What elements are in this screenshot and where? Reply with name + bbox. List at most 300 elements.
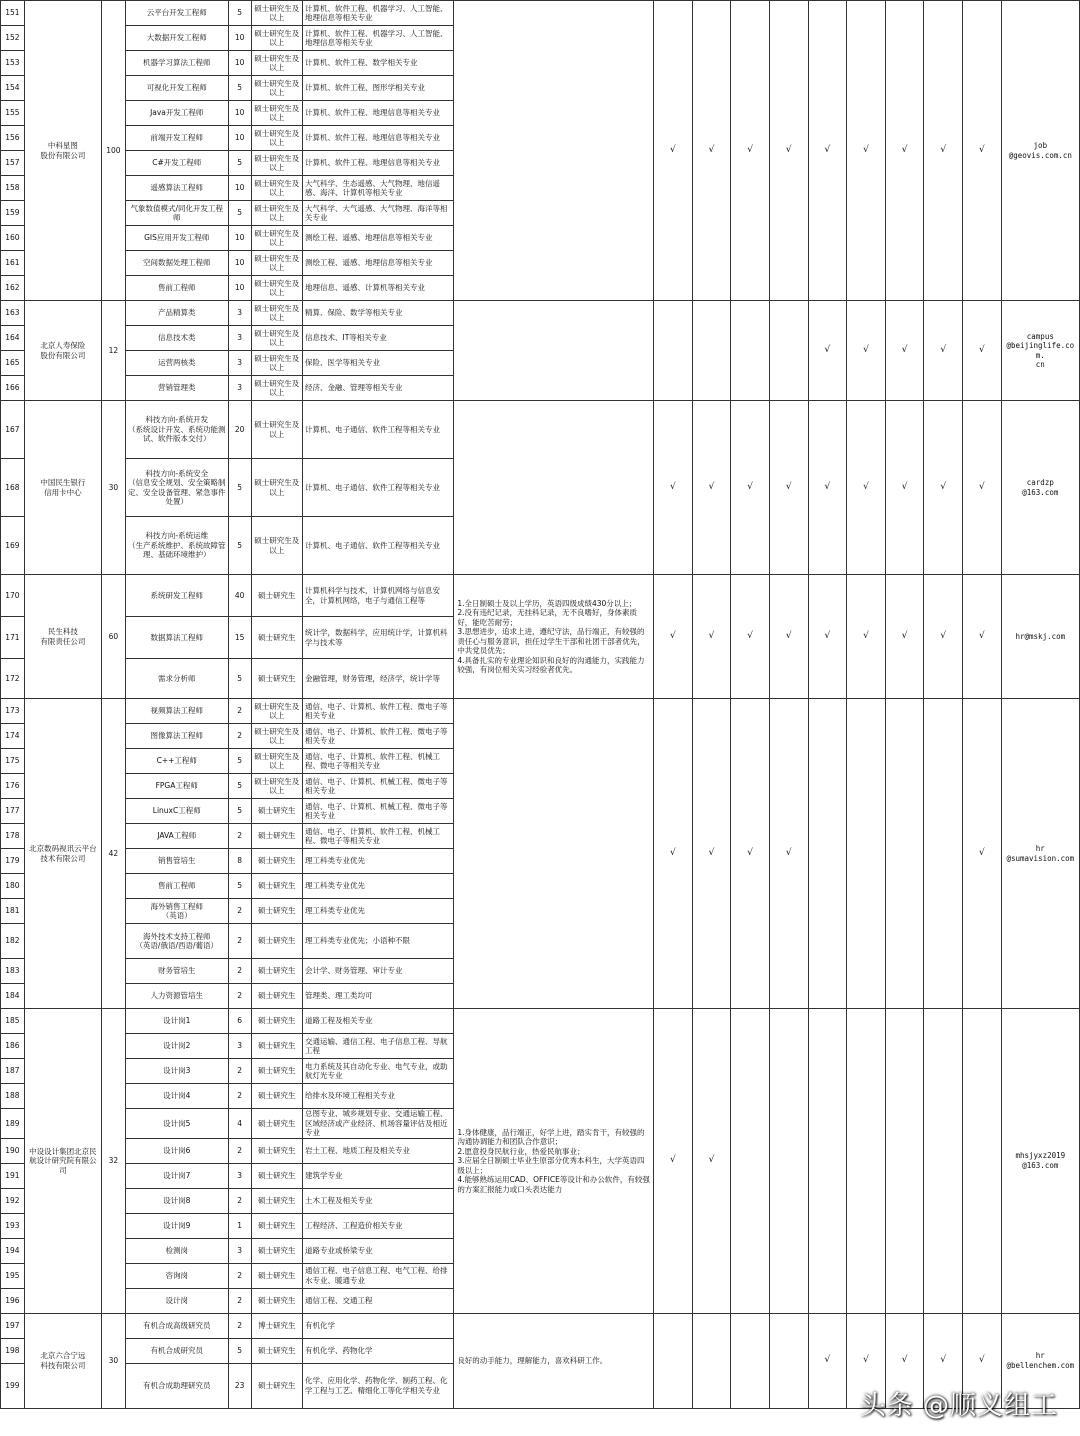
check-cell: √ <box>692 1 731 301</box>
job-title: 有机合成研究员 <box>125 1338 228 1363</box>
row-number: 158 <box>1 176 25 201</box>
headcount: 10 <box>228 276 251 301</box>
check-cell: √ <box>654 1 693 301</box>
job-title: LinuxC工程师 <box>125 799 228 824</box>
check-cell: √ <box>885 1313 924 1408</box>
check-cell: √ <box>769 1 808 301</box>
check-cell: √ <box>692 699 731 1009</box>
check-cell <box>885 699 924 1009</box>
major: 计算机、软件工程、机器学习、人工智能、地理信息等相关专业 <box>303 26 454 51</box>
headcount: 5 <box>228 517 251 575</box>
education: 硕士研究生及以上 <box>251 699 302 724</box>
headcount: 3 <box>228 1034 251 1059</box>
job-title: C++工程师 <box>125 749 228 774</box>
row-number: 153 <box>1 51 25 76</box>
headcount: 10 <box>228 176 251 201</box>
education: 硕士研究生 <box>251 1288 302 1313</box>
headcount: 5 <box>228 749 251 774</box>
check-cell: √ <box>885 1 924 301</box>
job-title: GIS应用开发工程师 <box>125 226 228 251</box>
education: 硕士研究生 <box>251 1363 302 1408</box>
major: 计算机、软件工程、图形学相关专业 <box>303 76 454 101</box>
row-number: 194 <box>1 1238 25 1263</box>
job-title: 设计岗3 <box>125 1059 228 1084</box>
job-title: 信息技术类 <box>125 326 228 351</box>
major: 工程经济、工程造价相关专业 <box>303 1213 454 1238</box>
table-body <box>1 1 1080 1409</box>
table-row <box>1 1 1080 26</box>
job-title: 设计岗5 <box>125 1109 228 1139</box>
major: 岩土工程、地质工程及相关专业 <box>303 1138 454 1163</box>
job-title: 遥感算法工程师 <box>125 176 228 201</box>
row-number: 164 <box>1 326 25 351</box>
check-cell: √ <box>654 575 693 699</box>
education: 硕士研究生 <box>251 1338 302 1363</box>
headcount: 6 <box>228 1009 251 1034</box>
headcount: 5 <box>228 151 251 176</box>
check-cell: √ <box>731 575 770 699</box>
job-title: 视频算法工程师 <box>125 699 228 724</box>
check-cell <box>885 1009 924 1314</box>
check-cell: √ <box>847 301 886 401</box>
job-title: JAVA工程师 <box>125 824 228 849</box>
major: 大气科学、大气遥感、大气物理、海洋等相关专业 <box>303 201 454 226</box>
education: 硕士研究生 <box>251 1109 302 1139</box>
row-number: 173 <box>1 699 25 724</box>
check-cell: √ <box>885 575 924 699</box>
major: 理工科类专业优先；小语种不限 <box>303 924 454 959</box>
job-title: 需求分析师 <box>125 659 228 699</box>
headcount: 10 <box>228 251 251 276</box>
check-cell: √ <box>963 575 1002 699</box>
requirements <box>454 301 654 401</box>
check-cell: √ <box>731 401 770 575</box>
education: 硕士研究生 <box>251 924 302 959</box>
company-name: 中国民生银行 信用卡中心 <box>24 401 101 575</box>
row-number: 178 <box>1 824 25 849</box>
job-title: 科技方向-系统开发 （系统设计开发、系统功能测试、软件版本交付） <box>125 401 228 459</box>
headcount: 2 <box>228 1188 251 1213</box>
job-title: 海外销售工程师 （英语） <box>125 899 228 924</box>
row-number: 176 <box>1 774 25 799</box>
table-row <box>1 575 1080 617</box>
job-title: 设计岗4 <box>125 1084 228 1109</box>
education: 硕士研究生及以上 <box>251 459 302 517</box>
check-cell: √ <box>963 401 1002 575</box>
education: 硕士研究生及以上 <box>251 76 302 101</box>
headcount: 5 <box>228 799 251 824</box>
job-title: 数据算法工程师 <box>125 617 228 659</box>
major: 理工科类专业优先 <box>303 874 454 899</box>
row-number: 182 <box>1 924 25 959</box>
job-title: 有机合成助理研究员 <box>125 1363 228 1408</box>
check-cell: √ <box>769 699 808 1009</box>
education: 硕士研究生及以上 <box>251 724 302 749</box>
check-cell <box>924 699 963 1009</box>
headcount: 3 <box>228 1163 251 1188</box>
major: 通信、电子、计算机、软件工程、机械工程、微电子等相关专业 <box>303 749 454 774</box>
check-cell: √ <box>731 1 770 301</box>
headcount: 5 <box>228 76 251 101</box>
headcount: 10 <box>228 26 251 51</box>
major: 计算机、软件工程、机器学习、人工智能、地理信息等相关专业 <box>303 1 454 26</box>
headcount: 10 <box>228 226 251 251</box>
row-number: 197 <box>1 1313 25 1338</box>
headcount: 2 <box>228 824 251 849</box>
education: 硕士研究生及以上 <box>251 151 302 176</box>
education: 硕士研究生 <box>251 874 302 899</box>
table-row <box>1 301 1080 326</box>
headcount: 1 <box>228 1213 251 1238</box>
row-number: 174 <box>1 724 25 749</box>
headcount: 4 <box>228 1109 251 1139</box>
check-cell <box>808 1009 847 1314</box>
major: 通信工程、交通工程 <box>303 1288 454 1313</box>
check-cell: √ <box>963 1313 1002 1408</box>
company-name: 中设设计集团北京民航设计研究院有限公司 <box>24 1009 101 1314</box>
headcount: 2 <box>228 924 251 959</box>
requirements: 良好的动手能力，理解能力，喜欢科研工作。 <box>454 1313 654 1408</box>
row-number: 171 <box>1 617 25 659</box>
education: 硕士研究生 <box>251 1059 302 1084</box>
check-cell: √ <box>924 401 963 575</box>
major: 通信工程、电子信息工程、电气工程、给排水专业、暖通专业 <box>303 1263 454 1288</box>
row-number: 180 <box>1 874 25 899</box>
check-cell <box>847 699 886 1009</box>
row-number: 196 <box>1 1288 25 1313</box>
table-row <box>1 1313 1080 1338</box>
major: 保险、医学等相关专业 <box>303 351 454 376</box>
major: 测绘工程、遥感、地理信息等相关专业 <box>303 226 454 251</box>
check-cell: √ <box>769 401 808 575</box>
major: 道路工程及相关专业 <box>303 1009 454 1034</box>
contact-email: cardzp @163.com <box>1001 401 1079 575</box>
check-cell <box>847 1009 886 1314</box>
headcount: 2 <box>228 1138 251 1163</box>
row-number: 183 <box>1 959 25 984</box>
headcount: 5 <box>228 459 251 517</box>
major: 计算机、电子通信、软件工程等相关专业 <box>303 459 454 517</box>
major: 交通运输、通信工程、电子信息工程、导航工程 <box>303 1034 454 1059</box>
job-title: 咨询岗 <box>125 1263 228 1288</box>
check-cell: √ <box>654 699 693 1009</box>
row-number: 163 <box>1 301 25 326</box>
education: 博士研究生 <box>251 1313 302 1338</box>
education: 硕士研究生 <box>251 575 302 617</box>
education: 硕士研究生及以上 <box>251 401 302 459</box>
education: 硕士研究生 <box>251 617 302 659</box>
row-number: 156 <box>1 126 25 151</box>
major: 计算机、电子通信、软件工程等相关专业 <box>303 401 454 459</box>
check-cell: √ <box>692 575 731 699</box>
major: 会计学、财务管理、审计专业 <box>303 959 454 984</box>
headcount: 2 <box>228 1059 251 1084</box>
check-cell: √ <box>847 1 886 301</box>
education: 硕士研究生 <box>251 959 302 984</box>
education: 硕士研究生 <box>251 1263 302 1288</box>
headcount: 8 <box>228 849 251 874</box>
job-title: 检测岗 <box>125 1238 228 1263</box>
row-number: 161 <box>1 251 25 276</box>
row-number: 189 <box>1 1109 25 1139</box>
check-cell <box>692 1313 731 1408</box>
job-title: 设计岗1 <box>125 1009 228 1034</box>
headcount: 5 <box>228 201 251 226</box>
headcount: 2 <box>228 959 251 984</box>
job-title: 系统研发工程师 <box>125 575 228 617</box>
check-cell <box>769 301 808 401</box>
job-title: 售前工程师 <box>125 276 228 301</box>
row-number: 157 <box>1 151 25 176</box>
education: 硕士研究生 <box>251 849 302 874</box>
major: 信息技术、IT等相关专业 <box>303 326 454 351</box>
row-number: 199 <box>1 1363 25 1408</box>
watermark: 头条 @顺义组工 <box>859 1391 1058 1421</box>
row-number: 162 <box>1 276 25 301</box>
job-title: 设计岗7 <box>125 1163 228 1188</box>
major: 总图专业、城乡规划专业、交通运输工程、区域经济或产业经济、机场容量评估及相近专业 <box>303 1109 454 1139</box>
check-cell: √ <box>808 1 847 301</box>
major: 精算、保险、数学等相关专业 <box>303 301 454 326</box>
headcount: 10 <box>228 126 251 151</box>
headcount: 3 <box>228 351 251 376</box>
check-cell <box>963 1009 1002 1314</box>
headcount: 5 <box>228 774 251 799</box>
total-count: 60 <box>101 575 125 699</box>
contact-email: hr@mskj.com <box>1001 575 1079 699</box>
check-cell <box>769 1313 808 1408</box>
education: 硕士研究生及以上 <box>251 749 302 774</box>
row-number: 166 <box>1 376 25 401</box>
education: 硕士研究生 <box>251 899 302 924</box>
contact-email: hr @bellenchem.com <box>1001 1313 1079 1408</box>
headcount: 10 <box>228 51 251 76</box>
row-number: 193 <box>1 1213 25 1238</box>
major: 通信、电子、计算机、软件工程、机械工程、微电子等相关专业 <box>303 824 454 849</box>
job-title: 销售管培生 <box>125 849 228 874</box>
check-cell: √ <box>885 301 924 401</box>
major: 计算机、软件工程、数学相关专业 <box>303 51 454 76</box>
table-row <box>1 699 1080 724</box>
education: 硕士研究生及以上 <box>251 226 302 251</box>
job-title: 可视化开发工程师 <box>125 76 228 101</box>
job-title: 气象数值模式/同化开发工程师 <box>125 201 228 226</box>
company-name: 北京数码视讯云平台 技术有限公司 <box>24 699 101 1009</box>
requirements: 1.身体健康，品行端正，好学上进，踏实肯干，有较强的沟通协调能力和团队合作意识； 2.愿意投身民航行业，热爱民航事业； 3.应届全日制硕士毕业生原部分优秀本科生，大学英语四级以上； 4.能够熟练运用CAD、OFFICE等设计和办公软件，有较强的方案汇报能力或口头表达能力 <box>454 1009 654 1314</box>
row-number: 185 <box>1 1009 25 1034</box>
check-cell: √ <box>963 1 1002 301</box>
row-number: 188 <box>1 1084 25 1109</box>
row-number: 187 <box>1 1059 25 1084</box>
education: 硕士研究生及以上 <box>251 101 302 126</box>
check-cell: √ <box>924 301 963 401</box>
headcount: 2 <box>228 1288 251 1313</box>
headcount: 20 <box>228 401 251 459</box>
row-number: 190 <box>1 1138 25 1163</box>
check-cell <box>654 301 693 401</box>
row-number: 175 <box>1 749 25 774</box>
row-number: 191 <box>1 1163 25 1188</box>
headcount: 10 <box>228 101 251 126</box>
major: 计算机、软件工程、地理信息等相关专业 <box>303 151 454 176</box>
job-title: FPGA工程师 <box>125 774 228 799</box>
headcount: 2 <box>228 1263 251 1288</box>
table-row <box>1 1009 1080 1034</box>
education: 硕士研究生及以上 <box>251 774 302 799</box>
check-cell: √ <box>808 575 847 699</box>
headcount: 3 <box>228 1238 251 1263</box>
education: 硕士研究生及以上 <box>251 301 302 326</box>
check-cell: √ <box>847 401 886 575</box>
total-count: 42 <box>101 699 125 1009</box>
company-name: 北京人寿保险 股份有限公司 <box>24 301 101 401</box>
headcount: 5 <box>228 1338 251 1363</box>
requirements: 1.全日制硕士及以上学历，英语四级成绩430分以上； 2.没有违纪记录，无挂科记录，无不良嗜好，身体素质好，能吃苦耐劳； 3.思想进步，追求上进，遵纪守法，品行端正，有较强的责任心与服务意识，担任过学生干部和社团干部者优先，中共党员优先； 4.具备扎实的专业理论知识和良好的沟通能力，实践能力较强，有岗位相关实习经验者优先。 <box>454 575 654 699</box>
check-cell <box>654 1313 693 1408</box>
check-cell: √ <box>963 699 1002 1009</box>
check-cell: √ <box>885 401 924 575</box>
check-cell: √ <box>769 575 808 699</box>
row-number: 177 <box>1 799 25 824</box>
job-title: 产品精算类 <box>125 301 228 326</box>
check-cell: √ <box>808 301 847 401</box>
job-title: Java开发工程师 <box>125 101 228 126</box>
major: 计算机、软件工程、地理信息等相关专业 <box>303 101 454 126</box>
education: 硕士研究生及以上 <box>251 176 302 201</box>
education: 硕士研究生 <box>251 984 302 1009</box>
major: 通信、电子、计算机、软件工程、微电子等相关专业 <box>303 699 454 724</box>
major: 计算机、电子通信、软件工程等相关专业 <box>303 517 454 575</box>
check-cell: √ <box>654 401 693 575</box>
row-number: 152 <box>1 26 25 51</box>
major: 统计学，数据科学，应用统计学，计算机科学与技术等 <box>303 617 454 659</box>
education: 硕士研究生 <box>251 1009 302 1034</box>
education: 硕士研究生 <box>251 824 302 849</box>
education: 硕士研究生及以上 <box>251 376 302 401</box>
contact-email: job @geovis.com.cn <box>1001 1 1079 301</box>
education: 硕士研究生及以上 <box>251 26 302 51</box>
check-cell: √ <box>731 699 770 1009</box>
headcount: 15 <box>228 617 251 659</box>
major: 有机化学、药物化学 <box>303 1338 454 1363</box>
row-number: 172 <box>1 659 25 699</box>
major: 通信、电子、计算机、机械工程、微电子等相关专业 <box>303 774 454 799</box>
major: 土木工程及相关专业 <box>303 1188 454 1213</box>
row-number: 151 <box>1 1 25 26</box>
row-number: 159 <box>1 201 25 226</box>
major: 道路专业或桥梁专业 <box>303 1238 454 1263</box>
job-title: 设计岗8 <box>125 1188 228 1213</box>
education: 硕士研究生 <box>251 1034 302 1059</box>
row-number: 179 <box>1 849 25 874</box>
major: 理工科类专业优先 <box>303 899 454 924</box>
major: 金融管理，财务管理，经济学，统计学等 <box>303 659 454 699</box>
row-number: 167 <box>1 401 25 459</box>
row-number: 198 <box>1 1338 25 1363</box>
education: 硕士研究生 <box>251 1138 302 1163</box>
job-title: 大数据开发工程师 <box>125 26 228 51</box>
major: 理工科类专业优先 <box>303 849 454 874</box>
headcount: 2 <box>228 724 251 749</box>
total-count: 32 <box>101 1009 125 1314</box>
total-count: 12 <box>101 301 125 401</box>
headcount: 3 <box>228 376 251 401</box>
job-title: 设计岗9 <box>125 1213 228 1238</box>
check-cell <box>769 1009 808 1314</box>
major: 建筑学专业 <box>303 1163 454 1188</box>
total-count: 100 <box>101 1 125 301</box>
check-cell: √ <box>963 301 1002 401</box>
job-title: 运营两核类 <box>125 351 228 376</box>
education: 硕士研究生及以上 <box>251 1 302 26</box>
education: 硕士研究生 <box>251 1188 302 1213</box>
job-title: 前端开发工程师 <box>125 126 228 151</box>
row-number: 192 <box>1 1188 25 1213</box>
job-title: 财务管培生 <box>125 959 228 984</box>
check-cell: √ <box>692 401 731 575</box>
check-cell: √ <box>654 1009 693 1314</box>
row-number: 195 <box>1 1263 25 1288</box>
requirements <box>454 401 654 575</box>
major: 给排水及环境工程相关专业 <box>303 1084 454 1109</box>
check-cell <box>731 301 770 401</box>
major: 地理信息、遥感、计算机等相关专业 <box>303 276 454 301</box>
check-cell: √ <box>847 1313 886 1408</box>
headcount: 5 <box>228 874 251 899</box>
headcount: 2 <box>228 899 251 924</box>
education: 硕士研究生及以上 <box>251 351 302 376</box>
education: 硕士研究生 <box>251 1163 302 1188</box>
headcount: 3 <box>228 301 251 326</box>
education: 硕士研究生 <box>251 1238 302 1263</box>
check-cell: √ <box>924 575 963 699</box>
check-cell: √ <box>924 1313 963 1408</box>
education: 硕士研究生及以上 <box>251 326 302 351</box>
check-cell: √ <box>808 401 847 575</box>
education: 硕士研究生及以上 <box>251 126 302 151</box>
check-cell: √ <box>924 1 963 301</box>
job-title: 海外技术支持工程师 （英语/俄语/西语/葡语） <box>125 924 228 959</box>
headcount: 2 <box>228 984 251 1009</box>
check-cell <box>692 301 731 401</box>
row-number: 181 <box>1 899 25 924</box>
row-number: 160 <box>1 226 25 251</box>
check-cell: √ <box>692 1009 731 1314</box>
contact-email: hr @sumavision.com <box>1001 699 1079 1009</box>
headcount: 2 <box>228 1313 251 1338</box>
check-cell <box>731 1009 770 1314</box>
check-cell: √ <box>847 575 886 699</box>
education: 硕士研究生及以上 <box>251 251 302 276</box>
company-name: 民生科技 有限责任公司 <box>24 575 101 699</box>
row-number: 169 <box>1 517 25 575</box>
headcount: 2 <box>228 1084 251 1109</box>
headcount: 40 <box>228 575 251 617</box>
job-title: 人力资源管培生 <box>125 984 228 1009</box>
education: 硕士研究生及以上 <box>251 201 302 226</box>
major: 计算机、软件工程、地理信息等相关专业 <box>303 126 454 151</box>
job-title: 有机合成高级研究员 <box>125 1313 228 1338</box>
row-number: 155 <box>1 101 25 126</box>
job-title: 空间数据处理工程师 <box>125 251 228 276</box>
major: 经济、金融、管理等相关专业 <box>303 376 454 401</box>
education: 硕士研究生及以上 <box>251 276 302 301</box>
major: 有机化学 <box>303 1313 454 1338</box>
total-count: 30 <box>101 401 125 575</box>
major: 测绘工程、遥感、地理信息等相关专业 <box>303 251 454 276</box>
major: 化学、应用化学、药物化学、制药工程、化学工程与工艺、精细化工等化学相关专业 <box>303 1363 454 1408</box>
check-cell <box>924 1009 963 1314</box>
